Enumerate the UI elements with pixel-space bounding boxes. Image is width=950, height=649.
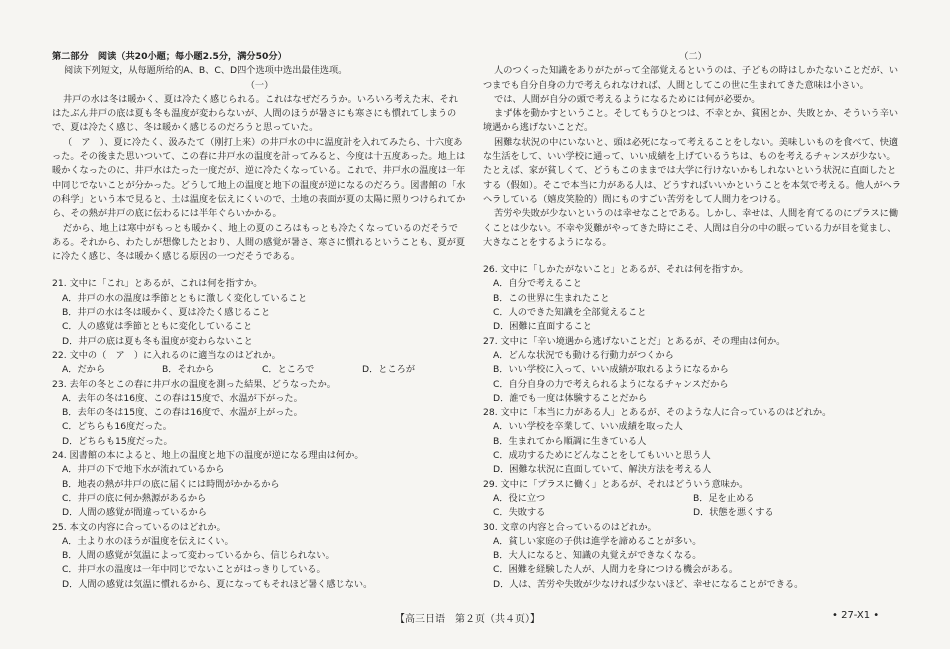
passage2-paragraph: まず体を動かすということ。そしてもうひとつは、不幸とか、貧困とか、失敗とか、そういう辛い境遇から逃げないことだ。 <box>483 108 899 134</box>
question-option: D．どちらも15度だった。 <box>62 435 173 447</box>
question-28 <box>483 406 903 477</box>
question-22 <box>52 349 467 378</box>
question-option: C．困難を経験した人が、人間力を身につける機会がある。 <box>493 564 739 576</box>
question-option: B．井戸の水は冬は暖かく、夏は冷たく感じること <box>62 307 271 319</box>
passage2-paragraph: 苦労や失敗が少ないというのは幸せなことである。しかし、幸せは、人間を育てるのにプラスに働くことは少ない。不幸や災難がやってきた時にこそ、人間は自分の中の眠っている力が目を覚まし、大きなことをするようになる。 <box>483 208 899 248</box>
question-option: B．この世界に生まれたこと <box>493 292 610 304</box>
passage1-paragraph: 井戸の水は冬は暖かく、夏は冷たく感じられる。これはなぜだろうか。いろいろ考えた末、それはたぶん井戸の底は夏も冬も温度が変わらないが、人間のほうが暑さにも寒さにも慣れてしまうので、夏は冷たく感じ、冬は暖かく感じるのだろうと思っていた。 <box>52 93 458 134</box>
passage2-heading: （二） <box>679 51 707 62</box>
question-option: A．自分で考えること <box>493 278 582 290</box>
question-option: C．人のできた知識を全部覚えること <box>493 307 647 319</box>
passage1-paragraph: （ ア ）、夏に冷たく、汲みたて（刚打上来）の井戸水の中に温度計を入れてみたら、十六度あった。その後また思いついて、この春に井戸水の温度を計ってみると、今度は十五度あった。地上は暖かくなったのに、井戸水はたった一度だが、逆に冷たくなっている。これで、井戸水の温度は一年中同じでないことが分かった。どうして地上の温度と地下の温度が逆になるのだろう。図書館の「水の科学」という本で見ると、土は温度を伝えにくいので、土地の表面が夏の太陽に照りつけられてから、その熱が井戸の底に伝わるには半年ぐらいかかる。 <box>52 136 466 220</box>
option-row <box>62 363 467 377</box>
question-option: B．生まれてから順調に生きている人 <box>493 435 647 447</box>
question-option: C．人の感覚は季節とともに変化していること <box>62 321 253 333</box>
question-option: C．どちらも16度だった。 <box>62 421 172 433</box>
question-option: A．井戸の水の温度は季節とともに激しく変化していること <box>62 292 308 304</box>
question-option: A．去年の冬は16度、この春は15度で、水温が下がった。 <box>62 392 303 404</box>
question-option: B．人間の感覚が気温によって変わっているから、信じられない。 <box>62 550 335 562</box>
question-stem: 28. 文中に「本当に力がある人」とあるが、そのような人に合っているのはどれか。 <box>483 407 832 419</box>
left-column <box>52 50 467 592</box>
question-list-left <box>52 277 467 592</box>
question-stem: 23. 去年の冬とこの春に井戸水の温度を測った結果、どうなったか。 <box>52 378 336 390</box>
passage2-paragraph: 人のつくった知識をありがたがって全部覚えるというのは、子どもの時はしかたないことだが、いつまでも自分自身の力で考えられなければ、人間としてこの世に生まれてきた意味は小さい。 <box>483 65 899 91</box>
question-24 <box>52 449 467 520</box>
question-stem: 25. 本文の内容に合っているのはどれか。 <box>52 521 226 533</box>
exam-code: • 27-X1 • <box>832 610 880 621</box>
question-option: A．役に立つ <box>493 492 546 504</box>
question-option: C．井戸水の温度は一年中同じでないことがはっきりしている。 <box>62 564 326 576</box>
question-option: D．人間の感覚が間違っているから <box>62 507 207 519</box>
question-option: A．いい学校を卒業して、いい成績を取った人 <box>493 421 683 433</box>
question-21 <box>52 277 467 348</box>
question-option: B．大人になると、知識の丸覚えができなくなる。 <box>493 550 702 562</box>
question-option: A．どんな状況でも動ける行動力がつくから <box>493 349 674 361</box>
question-option: D．ところが <box>362 364 416 376</box>
question-stem: 26. 文中に「しかたがないこと」とあるが、それは何を指すか。 <box>483 264 749 276</box>
question-option: C．失敗する <box>493 507 546 519</box>
question-option: D．井戸の底は夏も冬も温度が変わらないこと <box>62 335 253 347</box>
right-column <box>483 50 903 592</box>
question-stem: 24. 図書館の本によると、地上の温度と地下の温度が逆になる理由は何か。 <box>52 450 364 462</box>
question-26 <box>483 263 903 334</box>
question-option: D．誰でも一度は体験することだから <box>493 392 648 404</box>
question-option: C．ところで <box>262 364 315 376</box>
question-stem: 22. 文中の（ ア ）に入れるのに適当なのはどれか。 <box>52 349 281 361</box>
question-27 <box>483 335 903 406</box>
question-stem: 27. 文中に「辛い境遇から逃げないことだ」とあるが、その理由は何か。 <box>483 335 786 347</box>
passage2-paragraph: 困難な状況の中にいないと、頭は必死になって考えることをしない。美味しいものを食べて、快適な生活をして、いい学校に通って、いい成績を上げているうちは、ものを考えるチャンスが少ない。たとえば、家が貧しくて、どうもこのままでは大学に行けないかもしれないという状況に直面したとする（假如）。そこで本当に力がある人は、どうすればいいかということを本気で考える。他人がヘラヘラしている（嬉皮笑脸的）間にものすごい苦労をして人間力をつける。 <box>483 136 902 205</box>
question-option: A．土より水のほうが温度を伝えにくい。 <box>62 535 234 547</box>
question-option: B．足を止める <box>693 492 755 504</box>
question-option: D．状態を悪くする <box>693 507 774 519</box>
page-number-label: 【高三日语 第２页（共４页）】 <box>395 614 540 625</box>
question-option: D．困難な状況に直面していて、解決方法を考える人 <box>493 464 712 476</box>
question-option: D．困難に直面すること <box>493 321 592 333</box>
section-instruction: 阅读下列短文，从每题所给的A、B、C、D四个选项中选出最佳选项。 <box>64 65 348 77</box>
question-25 <box>52 521 467 592</box>
question-option: C．自分自身の力で考えられるようになるチャンスだから <box>493 378 729 390</box>
question-stem: 21. 文中に「これ」とあるが、これは何を指すか。 <box>52 278 263 290</box>
question-option: C．井戸の底に何か熱源があるから <box>62 492 207 504</box>
question-option: B．去年の冬は15度、この春は16度で、水温が上がった。 <box>62 407 303 419</box>
question-stem: 29. 文中に「プラスに働く」とあるが、それはどういう意味か。 <box>483 478 749 490</box>
passage1-heading: （一） <box>245 79 274 91</box>
question-option: A．だから <box>62 364 106 376</box>
question-option: A．貧しい家庭の子供は進学を諦めることが多い。 <box>493 535 702 547</box>
question-option: C．成功するためにどんなことをしてもいいと思う人 <box>493 450 711 462</box>
question-30 <box>483 521 903 592</box>
question-option: D．人間の感覚は気温に慣れるから、夏になってもそれほど暑く感じない。 <box>62 578 373 590</box>
question-option: A．井戸の下で地下水が流れているから <box>62 464 225 476</box>
passage1-paragraph: だから、地上は寒中がもっとも暖かく、地上の夏のころはもっとも冷たくなっているのだそうである。それから、わたしが想像したとおり、人間の感覚が暑さ、寒さに慣れるということも、夏が夏に冷たく感じ、冬は暖かく感じる原因の一つだそうである。 <box>52 222 466 263</box>
question-list-right <box>483 263 903 592</box>
section-title: 第二部分 阅读（共20小题；每小题2.5分，满分50分） <box>52 51 287 62</box>
passage2-paragraph: では、人間が自分の頭で考えるようになるためには何が必要か。 <box>494 93 761 105</box>
question-option: B．それから <box>162 364 215 376</box>
question-option: B．いい学校に入って、いい成績が取れるようになるから <box>493 364 729 376</box>
question-option: D．人は、苦労や失敗が少なければ少ないほど、幸せになることができる。 <box>493 578 804 590</box>
option-grid <box>493 492 903 521</box>
question-23 <box>52 378 467 449</box>
question-stem: 30. 文章の内容と合っているのはどれか。 <box>483 521 657 533</box>
question-29 <box>483 478 903 521</box>
question-option: B．地表の熱が井戸の底に届くには時間がかかるから <box>62 478 280 490</box>
